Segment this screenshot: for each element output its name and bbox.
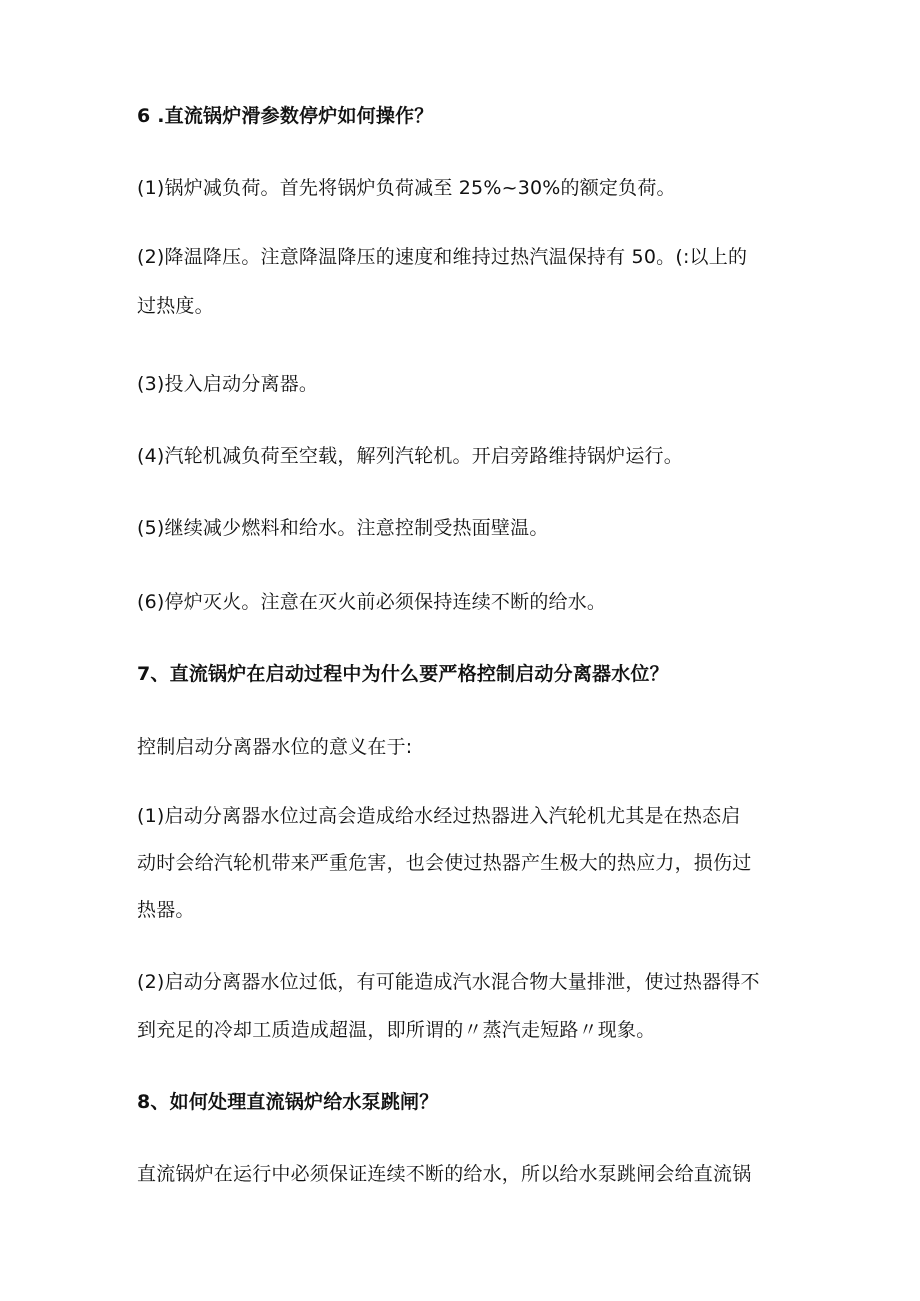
q7-point-2-line-1: (2)启动分离器水位过低，有可能造成汽水混合物大量排泄，使过热器得不 [137,971,760,993]
q6-step-2: (2)降温降压。注意降温降压的速度和维持过热汽温保持有 50。(:以上的 [137,246,748,268]
q7-point-1-line-1: (1)启动分离器水位过高会造成给水经过热器进入汽轮机尤其是在热态启 [137,805,741,827]
q6-step-2-cont: 过热度。 [137,295,214,317]
q7-point-1-line-3: 热器。 [137,899,195,921]
q6-step-5: (5)继续减少燃料和给水。注意控制受热面壁温。 [137,517,549,539]
q6-step-6: (6)停炉灭火。注意在灭火前必须保持连续不断的给水。 [137,591,607,613]
q8-body-line-1: 直流锅炉在运行中必须保证连续不断的给水，所以给水泵跳闸会给直流锅 [137,1163,752,1185]
q6-step-4: (4)汽轮机减负荷至空载，解列汽轮机。开启旁路维持锅炉运行。 [137,445,683,467]
q7-point-2-line-2: 到充足的冷却工质造成超温，即所谓的〃蒸汽走短路〃现象。 [137,1019,656,1041]
question-6-heading: 6 .直流锅炉滑参数停炉如何操作？ [137,105,434,127]
q7-point-1-line-2: 动时会给汽轮机带来严重危害，也会使过热器产生极大的热应力，损伤过 [137,852,752,874]
question-8-heading: 8、如何处理直流锅炉给水泵跳闸？ [137,1091,439,1113]
q6-step-3: (3)投入启动分离器。 [137,373,319,395]
question-7-heading: 7、直流锅炉在启动过程中为什么要严格控制启动分离器水位？ [137,663,669,685]
q7-intro: 控制启动分离器水位的意义在于: [137,736,413,758]
q6-step-1: (1)锅炉减负荷。首先将锅炉负荷减至 25%~30%的额定负荷。 [137,177,676,199]
